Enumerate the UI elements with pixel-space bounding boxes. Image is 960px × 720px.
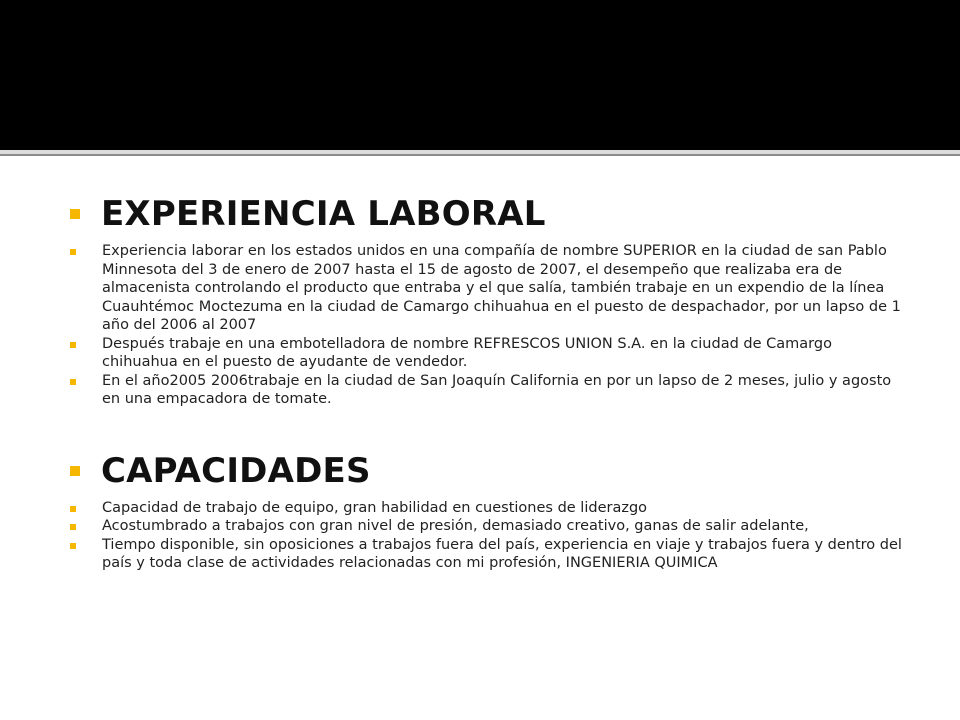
square-bullet-icon <box>70 379 76 385</box>
title-band <box>0 0 960 150</box>
section-heading-row <box>70 192 910 236</box>
list-item <box>70 242 910 335</box>
list-item-text: Tiempo disponible, sin oposiciones a trabajos fuera del país, experiencia en viaje y trabajos fuera y dentro del país y toda clase de actividades relacionadas con mi profesión, INGENIERIA QUIMICA <box>102 536 902 571</box>
square-bullet-icon <box>70 543 76 549</box>
list-item-text: En el año2005 2006trabaje en la ciudad de San Joaquín California en por un lapso de 2 meses, julio y agosto en una empacadora de tomate. <box>102 372 892 407</box>
section-capacidades <box>70 449 910 573</box>
list-item-text: Después trabaje en una embotelladora de nombre REFRESCOS UNION S.A. en la ciudad de Camargo chihuahua en el puesto de ayudante de vendedor. <box>102 335 832 370</box>
square-bullet-icon <box>70 249 76 255</box>
bullet-list <box>70 242 910 409</box>
list-item <box>70 517 910 536</box>
list-item <box>70 372 910 409</box>
section-experiencia-laboral <box>70 192 910 409</box>
section-heading-row <box>70 449 910 493</box>
square-bullet-icon <box>70 209 80 219</box>
list-item <box>70 499 910 518</box>
section-heading: EXPERIENCIA LABORAL <box>101 194 546 234</box>
slide-body <box>70 192 910 573</box>
square-bullet-icon <box>70 524 76 530</box>
square-bullet-icon <box>70 466 80 476</box>
list-item-text: Capacidad de trabajo de equipo, gran habilidad en cuestiones de liderazgo <box>102 499 648 516</box>
list-item <box>70 335 910 372</box>
list-item-text: Experiencia laborar en los estados unidos en una compañía de nombre SUPERIOR en la ciudad de san Pablo Minnesota del 3 de enero de 2007 hasta el 15 de agosto de 2007, el desempeño que realizaba era de almacenista controlando el producto que entraba y el que salía, también trabaje en un expendio de la línea Cuauhtémoc Moctezuma en la ciudad de Camargo chihuahua en el puesto de despachador, por un lapso de 1 año del 2006 al 2007 <box>102 243 901 333</box>
divider-rule <box>0 150 960 156</box>
section-heading: CAPACIDADES <box>101 450 371 491</box>
square-bullet-icon <box>70 342 76 348</box>
bullet-list <box>70 499 910 573</box>
list-item <box>70 536 910 573</box>
square-bullet-icon <box>70 506 76 512</box>
list-item-text: Acostumbrado a trabajos con gran nivel de presión, demasiado creativo, ganas de salir adelante, <box>102 518 809 534</box>
